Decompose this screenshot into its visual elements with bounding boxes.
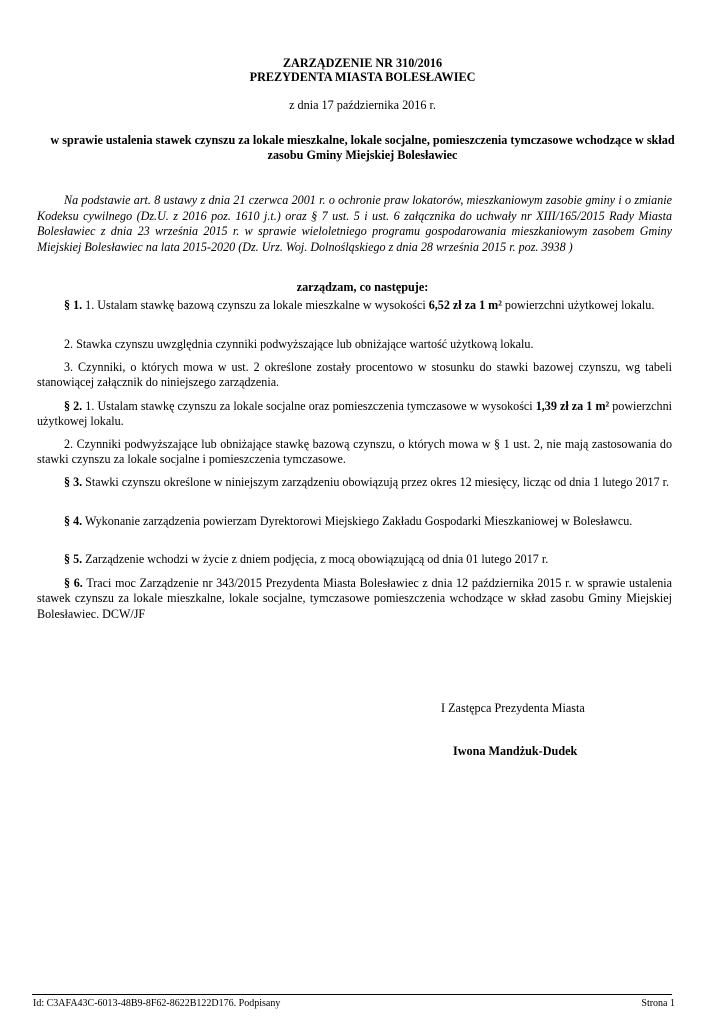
document-date: z dnia 17 października 2016 r.: [289, 98, 436, 112]
section-3: [37, 475, 672, 490]
section-1-point-3: 3. Czynniki, o których mowa w ust. 2 określone zostały procentowo w stosunku do stawki bazowej czynszu, wg tabeli stanowiącej załącznik do niniejszego zarządzenia.: [37, 360, 672, 390]
section-5: [37, 552, 672, 567]
signatory-name: Iwona Mandżuk-Dudek: [453, 744, 578, 758]
document-id-footer: Id: C3AFA43C-6013-48B9-8F62-8622B122D176. Podpisany: [33, 998, 281, 1009]
section-6-mark: § 6.: [64, 576, 83, 590]
section-2-mark: § 2.: [64, 399, 83, 413]
section-3-mark: § 3.: [64, 475, 83, 489]
section-4-mark: § 4.: [64, 514, 83, 528]
section-4: [37, 514, 672, 529]
section-2-amount: 1,39 zł za 1 m²: [535, 399, 610, 413]
section-1-amount: 6,52 zł za 1 m²: [428, 298, 502, 312]
section-2-point-2: 2. Czynniki podwyższające lub obniżające stawkę bazową czynszu, o których mowa w § 1 ust. 2, nie mają zastosowania do stawki czynszu za lokale socjalne i pomieszczenia tymczasowe.: [37, 437, 672, 467]
section-1-text-b: powierzchni użytkowej lokalu.: [501, 298, 655, 312]
section-2-point-1: [37, 399, 672, 430]
section-1-point-2: 2. Stawka czynszu uwzględnia czynniki podwyższające lub obniżające wartość użytkową lokalu.: [64, 337, 534, 351]
section-3-text: Stawki czynszu określone w niniejszym zarządzeniu obowiązują przez okres 12 miesięcy, licząc od dnia 1 lutego 2017 r.: [82, 475, 670, 489]
section-1-text-a: 1. Ustalam stawkę bazową czynszu za lokale mieszkalne w wysokości: [82, 298, 429, 312]
signatory-role: I Zastępca Prezydenta Miasta: [441, 701, 585, 715]
section-6: [37, 576, 672, 622]
document-title-line2: PREZYDENTA MIASTA BOLESŁAWIEC: [249, 70, 476, 84]
section-2-text-b: powierzchni użytkowej lokalu.: [37, 399, 673, 429]
document-title-line1: ZARZĄDZENIE NR 310/2016: [282, 56, 443, 70]
section-5-text: Zarządzenie wchodzi w życie z dniem podjęcia, z mocą obowiązującą od dnia 01 lutego 2017 r.: [82, 552, 549, 566]
section-1-point-1: [37, 298, 672, 313]
section-5-mark: § 5.: [64, 552, 83, 566]
section-6-text: Traci moc Zarządzenie nr 343/2015 Prezydenta Miasta Bolesławiec z dnia 12 października 2015 r. w sprawie ustalenia stawek czynszu za lokale mieszkalne, lokale socjalne, tymczasowe pomieszczenia wchodzące w skład zasobu Gminy Miejskiej Bolesławiec. DCW/JF: [37, 576, 673, 621]
section-1-mark: § 1.: [64, 298, 83, 312]
page-number: Strona 1: [641, 998, 675, 1009]
document-subject: w sprawie ustalenia stawek czynszu za lokale mieszkalne, lokale socjalne, pomieszczenia tymczasowe wchodzące w skład zasobu Gminy Miejskiej Bolesławiec: [50, 133, 675, 162]
section-2-text-a: 1. Ustalam stawkę czynszu za lokale socjalne oraz pomieszczenia tymczasowe w wysokości: [82, 399, 536, 413]
section-4-text: Wykonanie zarządzenia powierzam Dyrektorowi Miejskiego Zakładu Gospodarki Mieszkaniowej w Bolesławcu.: [82, 514, 633, 528]
orders-heading: zarządzam, co następuje:: [296, 280, 429, 294]
footer-divider: [32, 994, 672, 995]
legal-basis-preamble: Na podstawie art. 8 ustawy z dnia 21 czerwca 2001 r. o ochronie praw lokatorów, mieszkaniowym zasobie gminy i o zmianie Kodeksu cywilnego (Dz.U. z 2016 poz. 1610 j.t.) oraz § 7 ust. 5 i ust. 6 załącznika do uchwały nr XIII/165/2015 Rady Miasta Bolesławiec z dnia 23 września 2015 r. w sprawie wieloletniego programu gospodarowania mieszkaniowym zasobem Gminy Miejskiej Bolesławiec na lata 2015-2020 (Dz. Urz. Woj. Dolnośląskiego z dnia 28 września 2015 r. poz. 3938 ): [37, 193, 672, 254]
